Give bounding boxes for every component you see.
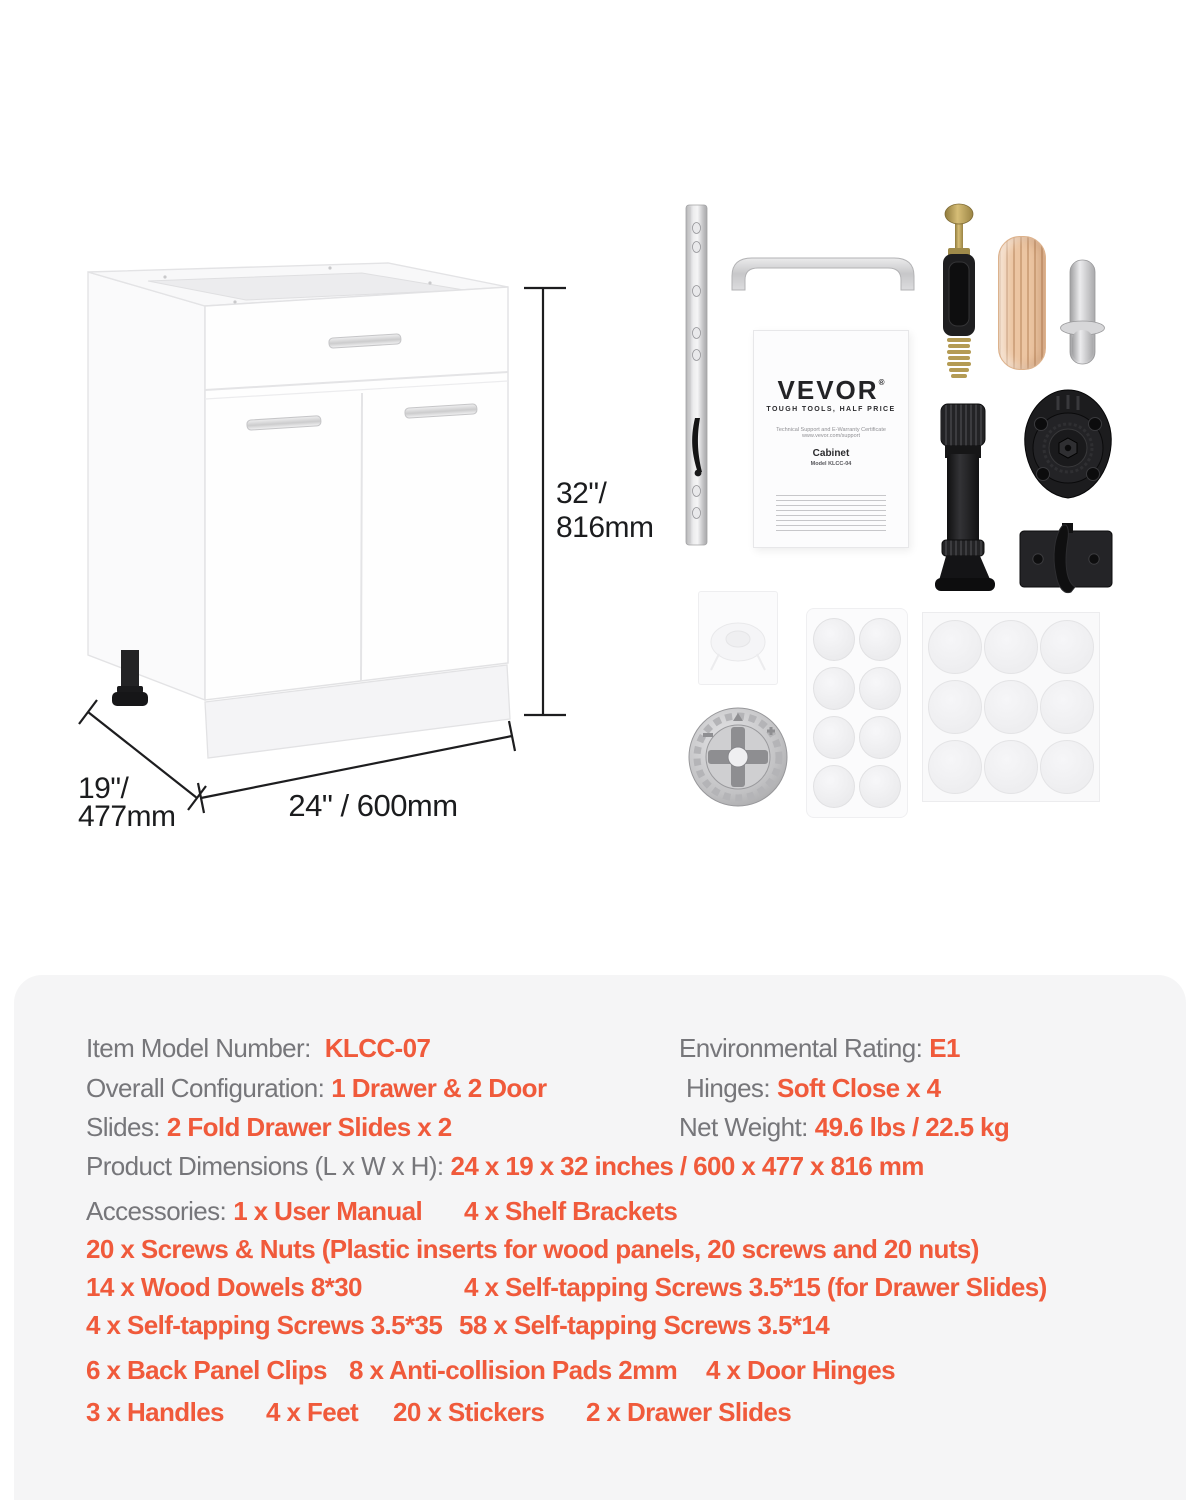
- adjustable-foot-icon: [930, 402, 1000, 594]
- spec-value: 2 Fold Drawer Slides x 2: [166, 1112, 452, 1142]
- door-divider: [361, 393, 362, 681]
- spec-value: 49.6 lbs / 22.5 kg: [814, 1112, 1010, 1142]
- manual-support-line: Technical Support and E-Warranty Certificate www.vevor.com/support: [776, 427, 886, 439]
- spec-value: 14 x Wood Dowels 8*30: [86, 1272, 362, 1302]
- shelf-pin-icon: [1058, 256, 1106, 368]
- spec-panel: [14, 975, 1186, 1500]
- metal-cam-lock-icon: [685, 701, 793, 813]
- spec-label: Slides:: [86, 1112, 160, 1142]
- spec-value: 6 x Back Panel Clips: [86, 1355, 327, 1385]
- wood-dowel-icon: [998, 236, 1046, 370]
- spec-value: E1: [929, 1033, 960, 1063]
- manual-tagline: TOUGH TOOLS, HALF PRICE: [766, 406, 896, 413]
- white-cover-clip-icon: [698, 591, 778, 685]
- cam-bolt-icon: [936, 202, 982, 382]
- cabinet-dimension-diagram: [0, 0, 660, 860]
- spec-value: 1 x User Manual: [233, 1196, 423, 1226]
- user-manual: [753, 330, 909, 548]
- depth-label-line2: 477mm: [78, 800, 176, 833]
- stickers-sheet-icon: [922, 612, 1100, 802]
- height-label-line1: 32"/: [556, 477, 607, 510]
- drawer-slide-icon: [684, 203, 710, 547]
- spec-value: 4 x Shelf Brackets: [464, 1196, 678, 1226]
- spec-label: Overall Configuration:: [86, 1073, 325, 1103]
- spec-value: 20 x Screws & Nuts (Plastic inserts for wood panels, 20 screws and 20 nuts): [86, 1234, 979, 1264]
- spec-label: Accessories:: [86, 1196, 227, 1226]
- height-label-line2: 816mm: [556, 511, 654, 544]
- cabinet-left-panel: [88, 272, 205, 700]
- spec-value: 24 x 19 x 32 inches / 600 x 477 x 816 mm: [450, 1151, 924, 1181]
- spec-value: 20 x Stickers: [393, 1397, 545, 1427]
- spec-label: Product Dimensions (L x W x H):: [86, 1151, 444, 1181]
- spec-value: Soft Close x 4: [776, 1073, 941, 1103]
- spec-value: 1 Drawer & 2 Door: [331, 1073, 547, 1103]
- spec-value: KLCC-07: [324, 1033, 431, 1063]
- depth-label-line1: 19"/: [78, 772, 129, 805]
- door-handle-icon: [726, 250, 920, 292]
- anti-collision-pads-icon: [806, 608, 908, 818]
- spec-value: 58 x Self-tapping Screws 3.5*14: [459, 1310, 830, 1340]
- spec-value: 4 x Self-tapping Screws 3.5*35: [86, 1310, 443, 1340]
- spec-label: Environmental Rating:: [679, 1033, 923, 1063]
- manual-product-title: Cabinet: [812, 448, 850, 459]
- spec-value: 4 x Feet: [266, 1397, 359, 1427]
- manual-model: Model KLCC-04: [810, 461, 852, 467]
- spec-value: 4 x Self-tapping Screws 3.5*15 (for Drawer Slides): [464, 1272, 1047, 1302]
- manual-paragraph-lines: [776, 495, 887, 531]
- spec-label: Hinges:: [686, 1073, 770, 1103]
- spec-value: 2 x Drawer Slides: [586, 1397, 792, 1427]
- manual-brand: VEVOR®: [777, 375, 885, 405]
- foot-mounting-plate-icon: [1016, 388, 1120, 514]
- back-panel-clip-icon: [1018, 523, 1114, 595]
- spec-value: 8 x Anti-collision Pads 2mm: [349, 1355, 678, 1385]
- spec-label: Net Weight:: [679, 1112, 808, 1142]
- spec-label: Item Model Number:: [86, 1033, 311, 1063]
- spec-value: 3 x Handles: [86, 1397, 224, 1427]
- width-label: 24" / 600mm: [288, 788, 458, 823]
- cabinet-front-face: [205, 287, 508, 700]
- spec-value: 4 x Door Hinges: [706, 1355, 895, 1385]
